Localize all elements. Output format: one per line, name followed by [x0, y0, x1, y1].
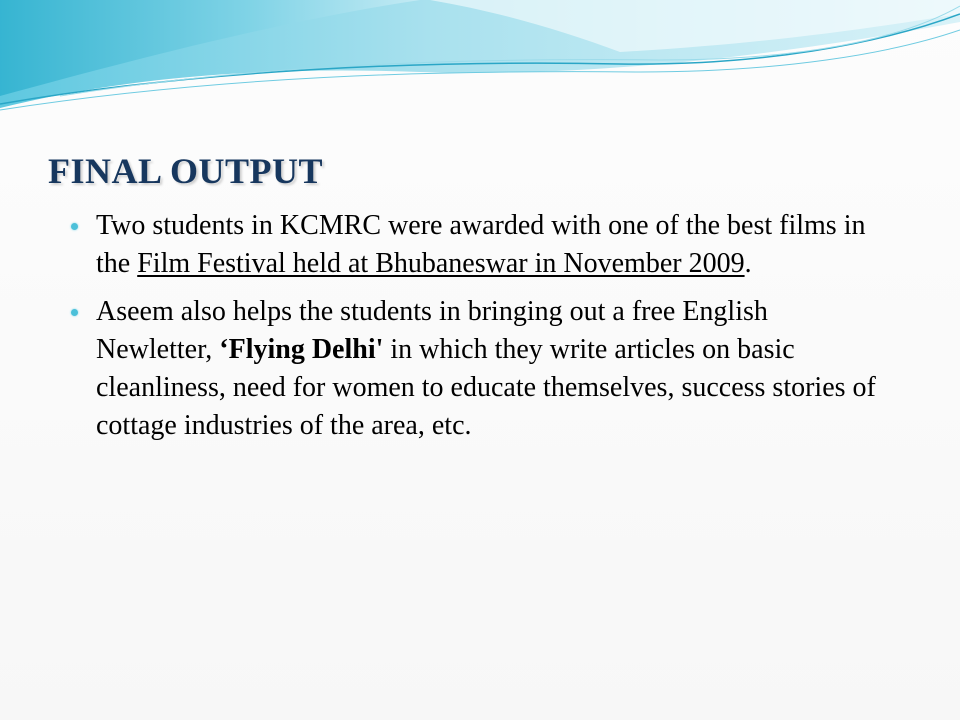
header-wave-decoration [0, 0, 960, 120]
bullet-1-text-start: Two students in KCMRC were awarded with one of the best films in the [96, 210, 866, 279]
slide-title: FINAL OUTPUT [48, 151, 324, 191]
bullet-2-text-end: in which they write articles on basic cleanliness, need for women to educate themselves, success stories of cottage industries of the area, etc. [96, 334, 876, 441]
bullet-dot-icon [71, 223, 78, 230]
bullet-dot-icon [71, 309, 78, 316]
bullet-2-text-start: Aseem also helps the students in bringing out a free English Newletter, [96, 296, 768, 365]
bullet-1-link[interactable]: Film Festival held at Bhubaneswar in November 2009 [137, 248, 745, 279]
bullet-list [70, 207, 890, 455]
bullet-2-bold-title: ‘Flying Delhi' [219, 334, 384, 365]
bullet-1-text-end: . [744, 248, 752, 279]
bullet-item-1 [70, 207, 890, 283]
bullet-item-2 [70, 293, 890, 445]
